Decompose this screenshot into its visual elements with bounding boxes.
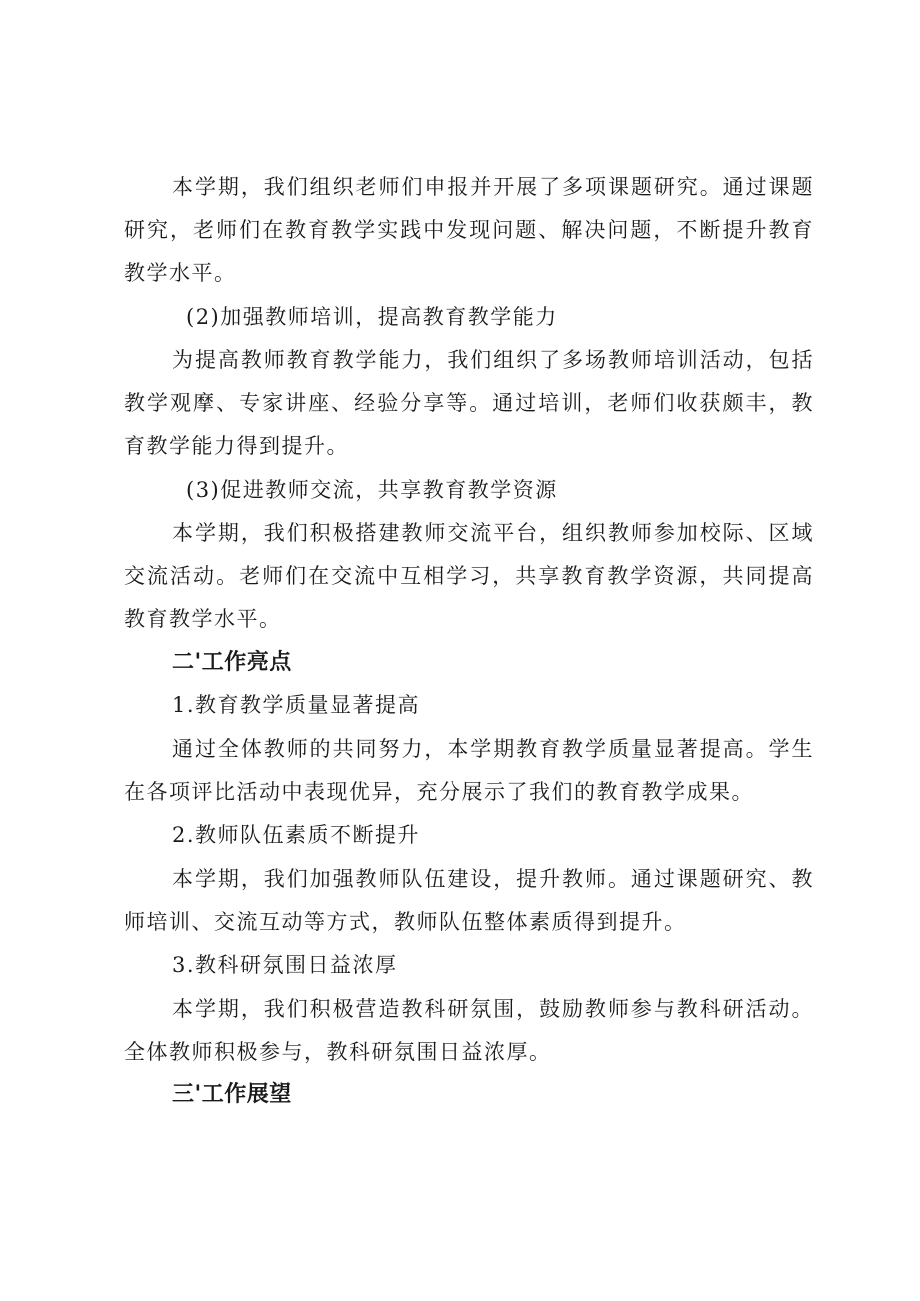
paragraph-team-line-1: 本学期，我们加强教师队伍建设，提升教师。通过课题研究、教: [172, 867, 814, 891]
paragraph-research-line-3: 教学水平。: [124, 261, 237, 285]
section-heading-highlights: 二'工作亮点: [172, 650, 292, 675]
paragraph-quality-line-2: 在各项评比活动中表现优异，充分展示了我们的教育教学成果。: [124, 780, 754, 804]
subheading-teacher-exchange: (3)促进教师交流，共享教育教学资源: [186, 478, 558, 502]
paragraph-atmosphere-line-2: 全体教师积极参与，教科研氛围日益浓厚。: [124, 1040, 552, 1064]
paragraph-training-line-3: 育教学能力得到提升。: [124, 434, 349, 458]
paragraph-research-line-1: 本学期，我们组织老师们申报并开展了多项课题研究。通过课题: [172, 175, 814, 199]
paragraph-quality-line-1: 通过全体教师的共同努力，本学期教育教学质量显著提高。学生: [172, 737, 814, 761]
paragraph-training-line-1: 为提高教师教育教学能力，我们组织了多场教师培训活动，包括: [172, 348, 814, 372]
paragraph-training-line-2: 教学观摩、专家讲座、经验分享等。通过培训，老师们收获颇丰，教: [124, 391, 814, 415]
paragraph-exchange-line-3: 教育教学水平。: [124, 607, 282, 631]
subheading-teacher-training: (2)加强教师培训，提高教育教学能力: [186, 305, 558, 329]
subheading-quality: 1.教育教学质量显著提高: [172, 693, 421, 717]
paragraph-exchange-line-1: 本学期，我们积极搭建教师交流平台，组织教师参加校际、区域: [172, 521, 814, 545]
section-heading-outlook: 三'工作展望: [172, 1082, 292, 1107]
paragraph-atmosphere-line-1: 本学期，我们积极营造教科研氛围，鼓励教师参与教科研活动。: [172, 997, 814, 1021]
paragraph-exchange-line-2: 交流活动。老师们在交流中互相学习，共享教育教学资源，共同提高: [124, 564, 814, 588]
paragraph-research-line-2: 研究，老师们在教育教学实践中发现问题、解决问题，不断提升教育: [124, 218, 814, 242]
subheading-research-atmosphere: 3.教科研氛围日益浓厚: [172, 953, 398, 977]
paragraph-team-line-2: 师培训、交流互动等方式，教师队伍整体素质得到提升。: [124, 910, 687, 934]
subheading-team-quality: 2.教师队伍素质不断提升: [172, 823, 421, 847]
